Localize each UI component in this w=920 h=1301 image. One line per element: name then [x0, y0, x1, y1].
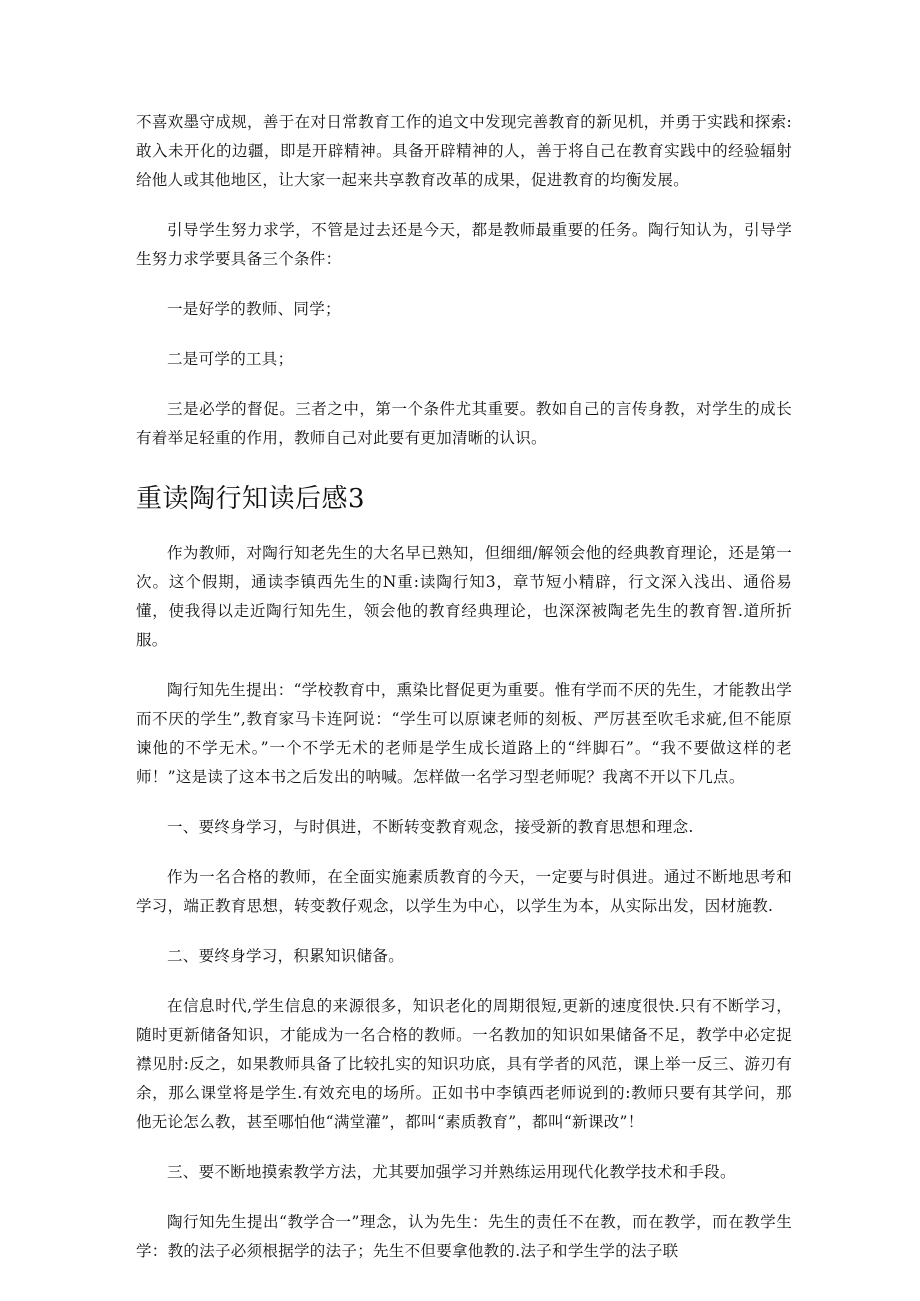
section-heading: 重读陶行知读后感3	[136, 484, 366, 514]
paragraph-opening: 不喜欢墨守成规，善于在对日常教育工作的追文中发现完善教育的新见机，并勇于实践和探索: 敢入未开化的边疆，即是开辟精神。具备开辟精神的人，善于将自己在教育实践中的经验辐射给他人或其他地区，让大家一起来共享教育改革的成果，促进教育的均衡发展。	[136, 113, 792, 189]
paragraph-condition-three: 三是必学的督促。三者之中，第一个条件尤其重要。教如自己的言传身教，对学生的成长有着举足轻重的作用，教师自己对此要有更加清晰的认识。	[136, 400, 792, 447]
paragraph-point-two-title: 二、要终身学习，积累知识储备。	[167, 947, 405, 965]
paragraph-quote: 陶行知先生提出：“学校教育中，熏染比督促更为重要。惟有学而不厌的先生，才能教出学而不厌的学生”,教育家马卡连阿说：“学生可以原谏老师的刻板、严厉甚至吹毛求疵,但不能原谏他的不学无术。”一个不学无术的老师是学生成长道路上的“绊脚石”。“我不要做这样的老师！”这是读了这本书之后发出的呐喊。怎样做一名学习型老师呢？我离不开以下几点。	[136, 681, 792, 786]
paragraph-condition-two: 二是可学的工具；	[167, 350, 294, 368]
paragraph-point-three-body: 陶行知先生提出“教学合一”理念，认为先生：先生的责任不在教，而在教学，而在教学生学：教的法子必须根据学的法子；先生不但要拿他教的.法子和学生学的法子联	[136, 1213, 792, 1260]
document-page	[136, 108, 792, 1266]
paragraph-point-one-title: 一、要终身学习，与时俱进，不断转变教育观念，接受新的教育思想和理念.	[167, 818, 694, 836]
paragraph-point-one-body: 作为一名合格的教师，在全面实施素质教育的今天，一定要与时俱进。通过不断地思考和学习，端正教育思想，转变教仔观念，以学生为中心，以学生为本，从实际出发，因材施教.	[136, 868, 792, 915]
paragraph-point-three-title: 三、要不断地摸索教学方法，尤其要加强学习并熟练运用现代化教学技术和手段。	[167, 1163, 736, 1181]
paragraph-condition-one: 一是好学的教师、同学；	[167, 300, 341, 318]
paragraph-intro: 作为教师，对陶行知老先生的大名早已熟知，但细细/解领会他的经典教育理论，还是第一次。这个假期，通读李镇西先生的N重:读陶行知3，章节短小精辟，行文深入浅出、通俗易懂，使我得以走近陶行知先生，领会他的教育经典理论，也深深被陶老先生的教育智.道所折服。	[136, 544, 792, 649]
paragraph-point-two-body: 在信息时代,学生信息的来源很多，知识老化的周期很短,更新的速度很快.只有不断学习，随时更新储备知识，才能成为一名合格的教师。一名教加的知识如果储备不足，教学中必定捉襟见肘:反之，如果教师具备了比较扎实的知识功底，具有学者的风范，课上举一反三、游刃有余，那么课堂将是学生.有效充电的场所。正如书中李镇西老师说到的:教师只要有其学问，那他无论怎么教，甚至哪怕他“满堂灌”，都叫“素质教育”，都叫“新课改”！	[136, 997, 792, 1131]
paragraph-guide-students: 引导学生努力求学，不管是过去还是今天，都是教师最重要的任务。陶行知认为，引导学生努力求学要具备三个条件：	[136, 221, 792, 268]
